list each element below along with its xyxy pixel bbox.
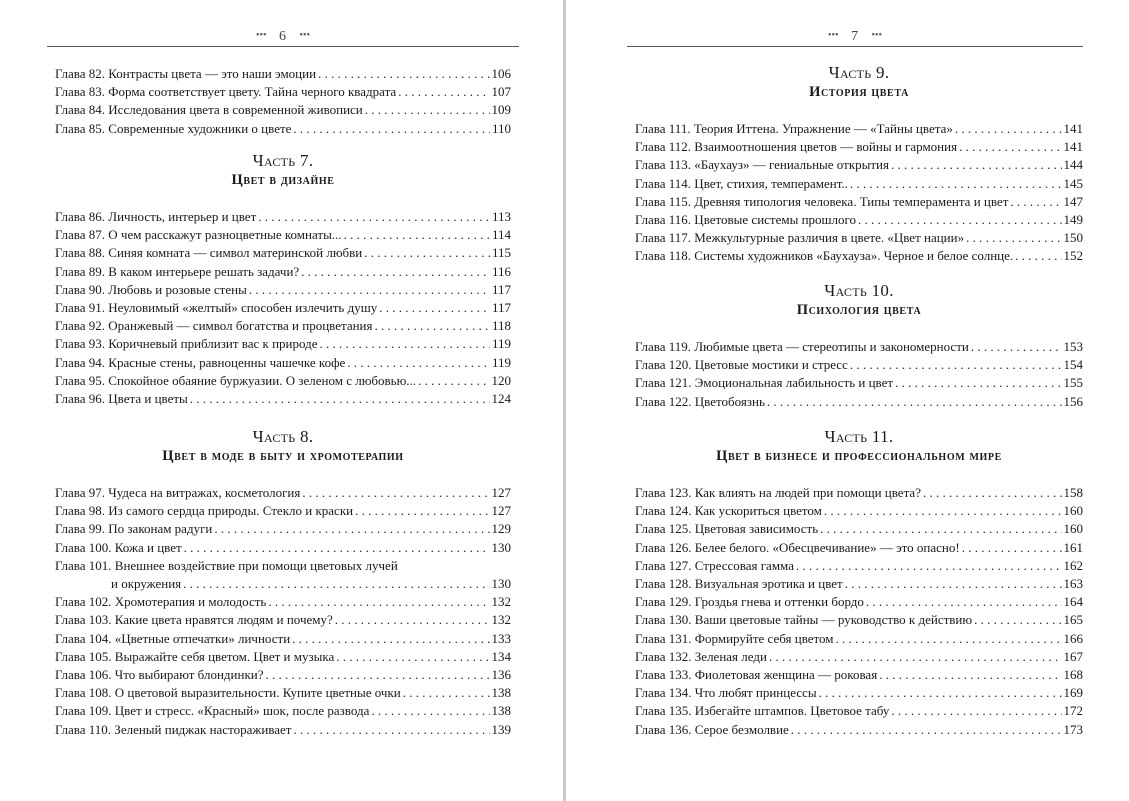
dot-leader xyxy=(850,175,1062,193)
chapter-title: Глава 92. Оранжевый — символ богатства и процветания xyxy=(55,318,373,334)
dot-leader xyxy=(258,208,490,226)
part-title: Цвет в дизайне xyxy=(231,172,335,188)
toc-list xyxy=(635,484,1083,739)
chapter-title: Глава 136. Серое безмолвие xyxy=(635,721,789,737)
page-ref: 115 xyxy=(491,245,511,261)
dot-leader xyxy=(375,317,490,335)
page-ref: 172 xyxy=(1063,703,1083,719)
chapter-title-continued: и окружения xyxy=(111,576,182,592)
dot-leader xyxy=(836,630,1062,648)
toc-continued xyxy=(55,65,511,138)
toc-entry[interactable] xyxy=(635,484,1083,502)
part-number: Часть 7. xyxy=(252,151,314,170)
toc-entry[interactable] xyxy=(55,520,511,538)
toc-entry[interactable] xyxy=(635,356,1083,374)
part-title: Психология цвета xyxy=(796,302,922,318)
part-section xyxy=(55,427,511,739)
page-number-header xyxy=(47,29,519,45)
toc-entry[interactable] xyxy=(55,648,511,666)
chapter-title: Глава 116. Цветовые системы прошлого xyxy=(635,212,857,228)
page-ref: 119 xyxy=(491,354,511,370)
toc-entry[interactable] xyxy=(635,630,1083,648)
chapter-title: Глава 94. Красные стены, равноценны чашечке кофе xyxy=(55,354,346,370)
toc-entry[interactable] xyxy=(55,263,511,281)
chapter-title: Глава 96. Цвета и цветы xyxy=(55,391,188,407)
part-heading xyxy=(55,427,511,465)
toc-entry[interactable] xyxy=(635,211,1083,229)
toc-entry[interactable] xyxy=(635,193,1083,211)
page-ref: 117 xyxy=(491,281,511,297)
dot-leader xyxy=(971,338,1062,356)
book-spine-divider xyxy=(563,0,566,801)
chapter-title: Глава 130. Ваши цветовые тайны — руководство к действию xyxy=(635,612,973,628)
page-ref: 138 xyxy=(491,703,511,719)
chapter-title: Глава 84. Исследования цвета в современной живописи xyxy=(55,102,363,118)
page-ref: 169 xyxy=(1063,685,1083,701)
page-number: 6 xyxy=(279,29,287,44)
page-ref: 138 xyxy=(491,685,511,701)
page-ref: 120 xyxy=(491,372,511,388)
chapter-title: Глава 108. О цветовой выразительности. Купите цветные очки xyxy=(55,685,401,701)
page-ref: 130 xyxy=(491,539,511,555)
toc-list xyxy=(55,484,511,739)
page-ref: 118 xyxy=(491,318,511,334)
dot-leader xyxy=(1015,247,1061,265)
part-section xyxy=(635,427,1083,739)
chapter-title: Глава 121. Эмоциональная лабильность и цвет xyxy=(635,375,894,391)
toc-entry[interactable] xyxy=(55,317,511,335)
page-ref: 127 xyxy=(491,485,511,500)
page-ref: 164 xyxy=(1063,594,1083,610)
dot-leader xyxy=(895,374,1061,392)
toc-list xyxy=(635,338,1083,411)
toc-entry[interactable] xyxy=(635,539,1083,557)
page-ref: 119 xyxy=(491,336,511,352)
chapter-title: Глава 120. Цветовые мостики и стресс xyxy=(635,357,848,373)
chapter-title: Глава 111. Теория Иттена. Упражнение — «Тайны цвета» xyxy=(635,121,953,136)
part-section xyxy=(635,281,1083,411)
dot-leader xyxy=(371,702,489,720)
page-ref: 147 xyxy=(1063,193,1083,209)
part-section xyxy=(635,63,1083,266)
dot-leader xyxy=(879,666,1061,684)
dot-leader xyxy=(796,557,1062,575)
dot-leader xyxy=(398,83,489,101)
toc-entry[interactable] xyxy=(635,175,1083,193)
page-ref: 162 xyxy=(1063,557,1083,573)
dot-leader xyxy=(347,354,490,372)
toc-entry[interactable] xyxy=(55,593,511,611)
toc-entry[interactable] xyxy=(635,156,1083,174)
toc-entry[interactable] xyxy=(55,702,511,720)
dot-leader xyxy=(767,393,1062,411)
toc-entry[interactable] xyxy=(55,226,511,244)
dot-leader xyxy=(769,648,1062,666)
chapter-title: Глава 113. «Баухауз» — гениальные открытия xyxy=(635,157,889,173)
toc-entry[interactable] xyxy=(635,666,1083,684)
chapter-title: Глава 100. Кожа и цвет xyxy=(55,539,182,555)
chapter-title: Глава 97. Чудеса на витражах, косметология xyxy=(55,485,301,500)
page-ref: 167 xyxy=(1063,648,1083,664)
page-ref: 149 xyxy=(1063,212,1083,228)
dot-leader xyxy=(302,484,489,502)
page-ref: 117 xyxy=(491,300,511,316)
dot-leader xyxy=(923,484,1062,502)
page-number: 7 xyxy=(851,29,859,44)
toc-entry[interactable] xyxy=(635,575,1083,593)
toc-entry[interactable] xyxy=(55,502,511,520)
toc-entry[interactable] xyxy=(635,611,1083,629)
toc-entry[interactable] xyxy=(55,335,511,353)
chapter-title: Глава 83. Форма соответствует цвету. Тайна черного квадрата xyxy=(55,84,397,100)
chapter-title: Глава 85. Современные художники о цвете xyxy=(55,120,292,136)
part-title: Цвет в моде в быту и хромотерапии xyxy=(162,448,404,464)
chapter-title: Глава 126. Белее белого. «Обесцвечивание» — это опасно! xyxy=(635,539,960,555)
page-ref: 161 xyxy=(1063,539,1083,555)
toc-entry[interactable] xyxy=(635,648,1083,666)
toc-entry[interactable] xyxy=(635,229,1083,247)
chapter-title: Глава 134. Что любят принцессы xyxy=(635,685,817,701)
toc-entry[interactable] xyxy=(635,557,1083,575)
chapter-title: Глава 90. Любовь и розовые стены xyxy=(55,281,247,297)
chapter-title: Глава 122. Цветобоязнь xyxy=(635,393,765,409)
chapter-title: Глава 106. Что выбирают блондинки? xyxy=(55,667,264,683)
page-ref: 136 xyxy=(491,667,511,683)
toc-entry[interactable] xyxy=(55,484,511,502)
toc-entry[interactable] xyxy=(635,247,1083,265)
page-ref: 152 xyxy=(1063,248,1083,264)
toc-entry[interactable] xyxy=(635,120,1083,138)
page-ref: 129 xyxy=(491,521,511,537)
chapter-title: Глава 91. Неуловимый «желтый» способен излечить душу xyxy=(55,300,378,316)
toc-entry[interactable] xyxy=(55,684,511,702)
folio-ornament-left: ••• xyxy=(827,30,839,41)
toc-entry[interactable] xyxy=(635,338,1083,356)
dot-leader xyxy=(866,593,1062,611)
chapter-title: Глава 95. Спокойное обаяние буржуазии. О зеленом с любовью... xyxy=(55,372,417,388)
dot-leader xyxy=(183,575,489,593)
dot-leader xyxy=(318,65,489,83)
dot-leader xyxy=(214,520,489,538)
dot-leader xyxy=(791,721,1062,739)
dot-leader xyxy=(962,539,1062,557)
dot-leader xyxy=(850,356,1062,374)
chapter-title: Глава 101. Внешнее воздействие при помощи цветовых лучей xyxy=(55,557,398,573)
toc-entry[interactable] xyxy=(635,502,1083,520)
chapter-title: Глава 82. Контрасты цвета — это наши эмоции xyxy=(55,66,317,81)
chapter-title: Глава 110. Зеленый пиджак настораживает xyxy=(55,721,292,737)
chapter-title: Глава 125. Цветовая зависимость xyxy=(635,521,819,537)
dot-leader xyxy=(292,630,489,648)
chapter-title: Глава 127. Стрессовая гамма xyxy=(635,557,794,573)
dot-leader xyxy=(335,611,490,629)
dot-leader xyxy=(364,244,490,262)
chapter-title: Глава 115. Древняя типология человека. Типы темперамента и цвет xyxy=(635,193,1009,209)
toc-entry[interactable] xyxy=(635,702,1083,720)
dot-leader xyxy=(891,156,1062,174)
chapter-title: Глава 124. Как ускориться цветом xyxy=(635,503,822,519)
chapter-title: Глава 133. Фиолетовая женщина — роковая xyxy=(635,667,878,683)
toc-entry[interactable] xyxy=(55,721,511,739)
part-section xyxy=(55,151,511,408)
toc-entry[interactable] xyxy=(55,83,511,101)
part-heading xyxy=(635,281,1083,319)
left-page xyxy=(47,0,519,801)
toc-entry[interactable] xyxy=(635,138,1083,156)
chapter-title: Глава 89. В каком интерьере решать задачи? xyxy=(55,263,300,279)
toc-entry[interactable] xyxy=(55,390,511,408)
dot-leader xyxy=(966,229,1061,247)
chapter-title: Глава 104. «Цветные отпечатки» личности xyxy=(55,630,291,646)
folio-ornament-right: ••• xyxy=(871,30,883,41)
header-rule xyxy=(47,46,519,47)
page-ref: 141 xyxy=(1063,121,1083,136)
chapter-title: Глава 102. Хромотерапия и молодость xyxy=(55,594,267,610)
dot-leader xyxy=(1010,193,1061,211)
toc-entry[interactable] xyxy=(635,520,1083,538)
dot-leader xyxy=(294,721,490,739)
page-ref: 150 xyxy=(1063,230,1083,246)
dot-leader xyxy=(355,502,489,520)
toc-list xyxy=(635,120,1083,266)
page-ref: 158 xyxy=(1063,485,1083,500)
dot-leader xyxy=(249,281,490,299)
page-ref: 116 xyxy=(491,263,511,279)
toc-entry[interactable] xyxy=(55,281,511,299)
page-ref: 165 xyxy=(1063,612,1083,628)
chapter-title: Глава 105. Выражайте себя цветом. Цвет и музыка xyxy=(55,648,335,664)
page-ref: 106 xyxy=(491,66,511,81)
dot-leader xyxy=(819,684,1062,702)
page-ref: 160 xyxy=(1063,521,1083,537)
chapter-title: Глава 86. Личность, интерьер и цвет xyxy=(55,209,257,224)
right-page xyxy=(627,0,1083,801)
folio-ornament-left: ••• xyxy=(255,30,267,41)
part-title: История цвета xyxy=(809,84,909,100)
page-ref: 113 xyxy=(491,209,511,224)
dot-leader xyxy=(955,120,1062,138)
chapter-title: Глава 118. Системы художников «Баухауза». Черное и белое солнце. xyxy=(635,248,1014,264)
chapter-title: Глава 99. По законам радуги xyxy=(55,521,213,537)
page-ref: 132 xyxy=(491,594,511,610)
chapter-title: Глава 88. Синяя комната — символ материнской любви xyxy=(55,245,363,261)
dot-leader xyxy=(418,372,489,390)
dot-leader xyxy=(265,666,489,684)
dot-leader xyxy=(974,611,1061,629)
toc-entry[interactable] xyxy=(55,208,511,226)
chapter-title: Глава 98. Из самого сердца природы. Стекло и краски xyxy=(55,503,354,519)
part-title: Цвет в бизнесе и профессиональном мире xyxy=(716,448,1002,464)
dot-leader xyxy=(891,702,1061,720)
part-number: Часть 10. xyxy=(824,281,894,300)
chapter-title: Глава 128. Визуальная эротика и цвет xyxy=(635,576,843,592)
page-ref: 163 xyxy=(1063,576,1083,592)
page-ref: 124 xyxy=(491,391,511,407)
page-ref: 132 xyxy=(491,612,511,628)
toc-entry[interactable] xyxy=(55,65,511,83)
page-ref: 107 xyxy=(491,84,511,100)
chapter-title: Глава 87. О чем расскажут разноцветные комнаты... xyxy=(55,227,342,243)
toc-list xyxy=(55,65,511,138)
page-ref: 141 xyxy=(1063,139,1083,155)
page-ref: 127 xyxy=(491,503,511,519)
chapter-title: Глава 112. Взаимоотношения цветов — войны и гармония xyxy=(635,139,958,155)
toc-entry[interactable] xyxy=(635,374,1083,392)
page-ref: 145 xyxy=(1063,175,1083,191)
page-ref: 154 xyxy=(1063,357,1083,373)
page-ref: 156 xyxy=(1063,393,1083,409)
chapter-title: Глава 123. Как влиять на людей при помощи цвета? xyxy=(635,485,921,500)
chapter-title: Глава 131. Формируйте себя цветом xyxy=(635,630,834,646)
part-heading xyxy=(635,427,1083,465)
toc-entry[interactable] xyxy=(635,721,1083,739)
dot-leader xyxy=(293,120,490,138)
chapter-title: Глава 114. Цвет, стихия, темперамент.. xyxy=(635,175,848,191)
chapter-title: Глава 119. Любимые цвета — стереотипы и закономерности xyxy=(635,339,969,354)
part-number: Часть 8. xyxy=(252,427,314,446)
page-number-header xyxy=(627,29,1083,45)
dot-leader xyxy=(268,593,489,611)
dot-leader xyxy=(344,226,490,244)
dot-leader xyxy=(365,101,490,119)
page-ref: 134 xyxy=(491,648,511,664)
toc-entry[interactable] xyxy=(55,666,511,684)
header-rule xyxy=(627,46,1083,47)
toc-entry[interactable] xyxy=(55,299,511,317)
dot-leader xyxy=(403,684,490,702)
chapter-title: Глава 103. Какие цвета нравятся людям и почему? xyxy=(55,612,333,628)
toc-entry[interactable] xyxy=(635,684,1083,702)
toc-entry[interactable] xyxy=(55,120,511,138)
dot-leader xyxy=(184,539,490,557)
chapter-title: Глава 132. Зеленая леди xyxy=(635,648,767,664)
toc-entry[interactable] xyxy=(55,354,511,372)
dot-leader xyxy=(320,335,490,353)
dot-leader xyxy=(824,502,1062,520)
dot-leader xyxy=(858,211,1061,229)
chapter-title: Глава 129. Гроздья гнева и оттенки бордо xyxy=(635,594,864,610)
chapter-title: Глава 93. Коричневый приблизит вас к природе xyxy=(55,336,318,352)
toc-entry[interactable] xyxy=(55,630,511,648)
page-ref: 166 xyxy=(1063,630,1083,646)
dot-leader xyxy=(845,575,1062,593)
page-ref: 155 xyxy=(1063,375,1083,391)
page-ref: 168 xyxy=(1063,667,1083,683)
part-heading xyxy=(55,151,511,189)
page-ref: 110 xyxy=(491,120,511,136)
part-number: Часть 9. xyxy=(828,63,890,82)
page-ref: 114 xyxy=(491,227,511,243)
toc-entry[interactable] xyxy=(55,557,511,593)
dot-leader xyxy=(190,390,490,408)
dot-leader xyxy=(301,263,490,281)
page-ref: 130 xyxy=(491,576,511,592)
dot-leader xyxy=(959,138,1061,156)
part-number: Часть 11. xyxy=(824,427,894,446)
toc-entry[interactable] xyxy=(635,393,1083,411)
toc-list xyxy=(55,208,511,408)
chapter-title: Глава 135. Избегайте штампов. Цветовое табу xyxy=(635,703,890,719)
toc-entry[interactable] xyxy=(55,101,511,119)
dot-leader xyxy=(336,648,489,666)
page-ref: 173 xyxy=(1063,721,1083,737)
page-ref: 139 xyxy=(491,721,511,737)
toc-entry[interactable] xyxy=(55,539,511,557)
toc-entry[interactable] xyxy=(635,593,1083,611)
chapter-title: Глава 109. Цвет и стресс. «Красный» шок, после развода xyxy=(55,703,370,719)
dot-leader xyxy=(379,299,490,317)
page-ref: 160 xyxy=(1063,503,1083,519)
toc-entry[interactable] xyxy=(55,372,511,390)
dot-leader xyxy=(820,520,1061,538)
page-ref: 153 xyxy=(1063,339,1083,354)
folio-ornament-right: ••• xyxy=(299,30,311,41)
page-ref: 133 xyxy=(491,630,511,646)
page-ref: 109 xyxy=(491,102,511,118)
toc-entry[interactable] xyxy=(55,611,511,629)
part-heading xyxy=(635,63,1083,101)
toc-entry[interactable] xyxy=(55,244,511,262)
page-ref: 144 xyxy=(1063,157,1083,173)
chapter-title: Глава 117. Межкультурные различия в цвете. «Цвет нации» xyxy=(635,230,965,246)
